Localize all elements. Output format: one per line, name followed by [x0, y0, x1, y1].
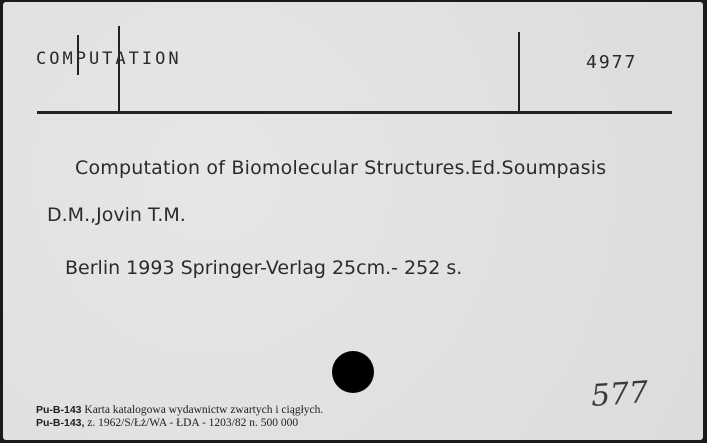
- punch-hole: [332, 351, 374, 393]
- footer-code-2: Pu-B-143,: [36, 417, 85, 429]
- handwritten-number: 577: [589, 375, 650, 414]
- footer-line-2: [36, 417, 323, 430]
- card-heading: COMPUTATION: [36, 49, 182, 69]
- card-number: 4977: [586, 52, 638, 73]
- heading-divider-left: [118, 26, 120, 113]
- card-footer: [36, 404, 323, 430]
- footer-code-1: Pu-B-143: [36, 404, 82, 416]
- entry-line-imprint: Berlin 1993 Springer-Verlag 25cm.- 252 s.: [65, 257, 463, 279]
- heading-divider-right: [518, 32, 520, 113]
- catalog-card: [3, 2, 703, 440]
- footer-text-1: Karta katalogowa wydawnictw zwartych i ciągłych.: [84, 404, 324, 416]
- entry-line-title: Computation of Biomolecular Structures.Ed.Soumpasis: [75, 157, 607, 179]
- entry-line-authors: D.M.,Jovin T.M.: [47, 204, 186, 226]
- heading-underline: [37, 111, 672, 114]
- footer-text-2: z. 1962/S/Łż/WA - ŁDA - 1203/82 n. 500 000: [87, 417, 299, 429]
- footer-line-1: [36, 404, 323, 417]
